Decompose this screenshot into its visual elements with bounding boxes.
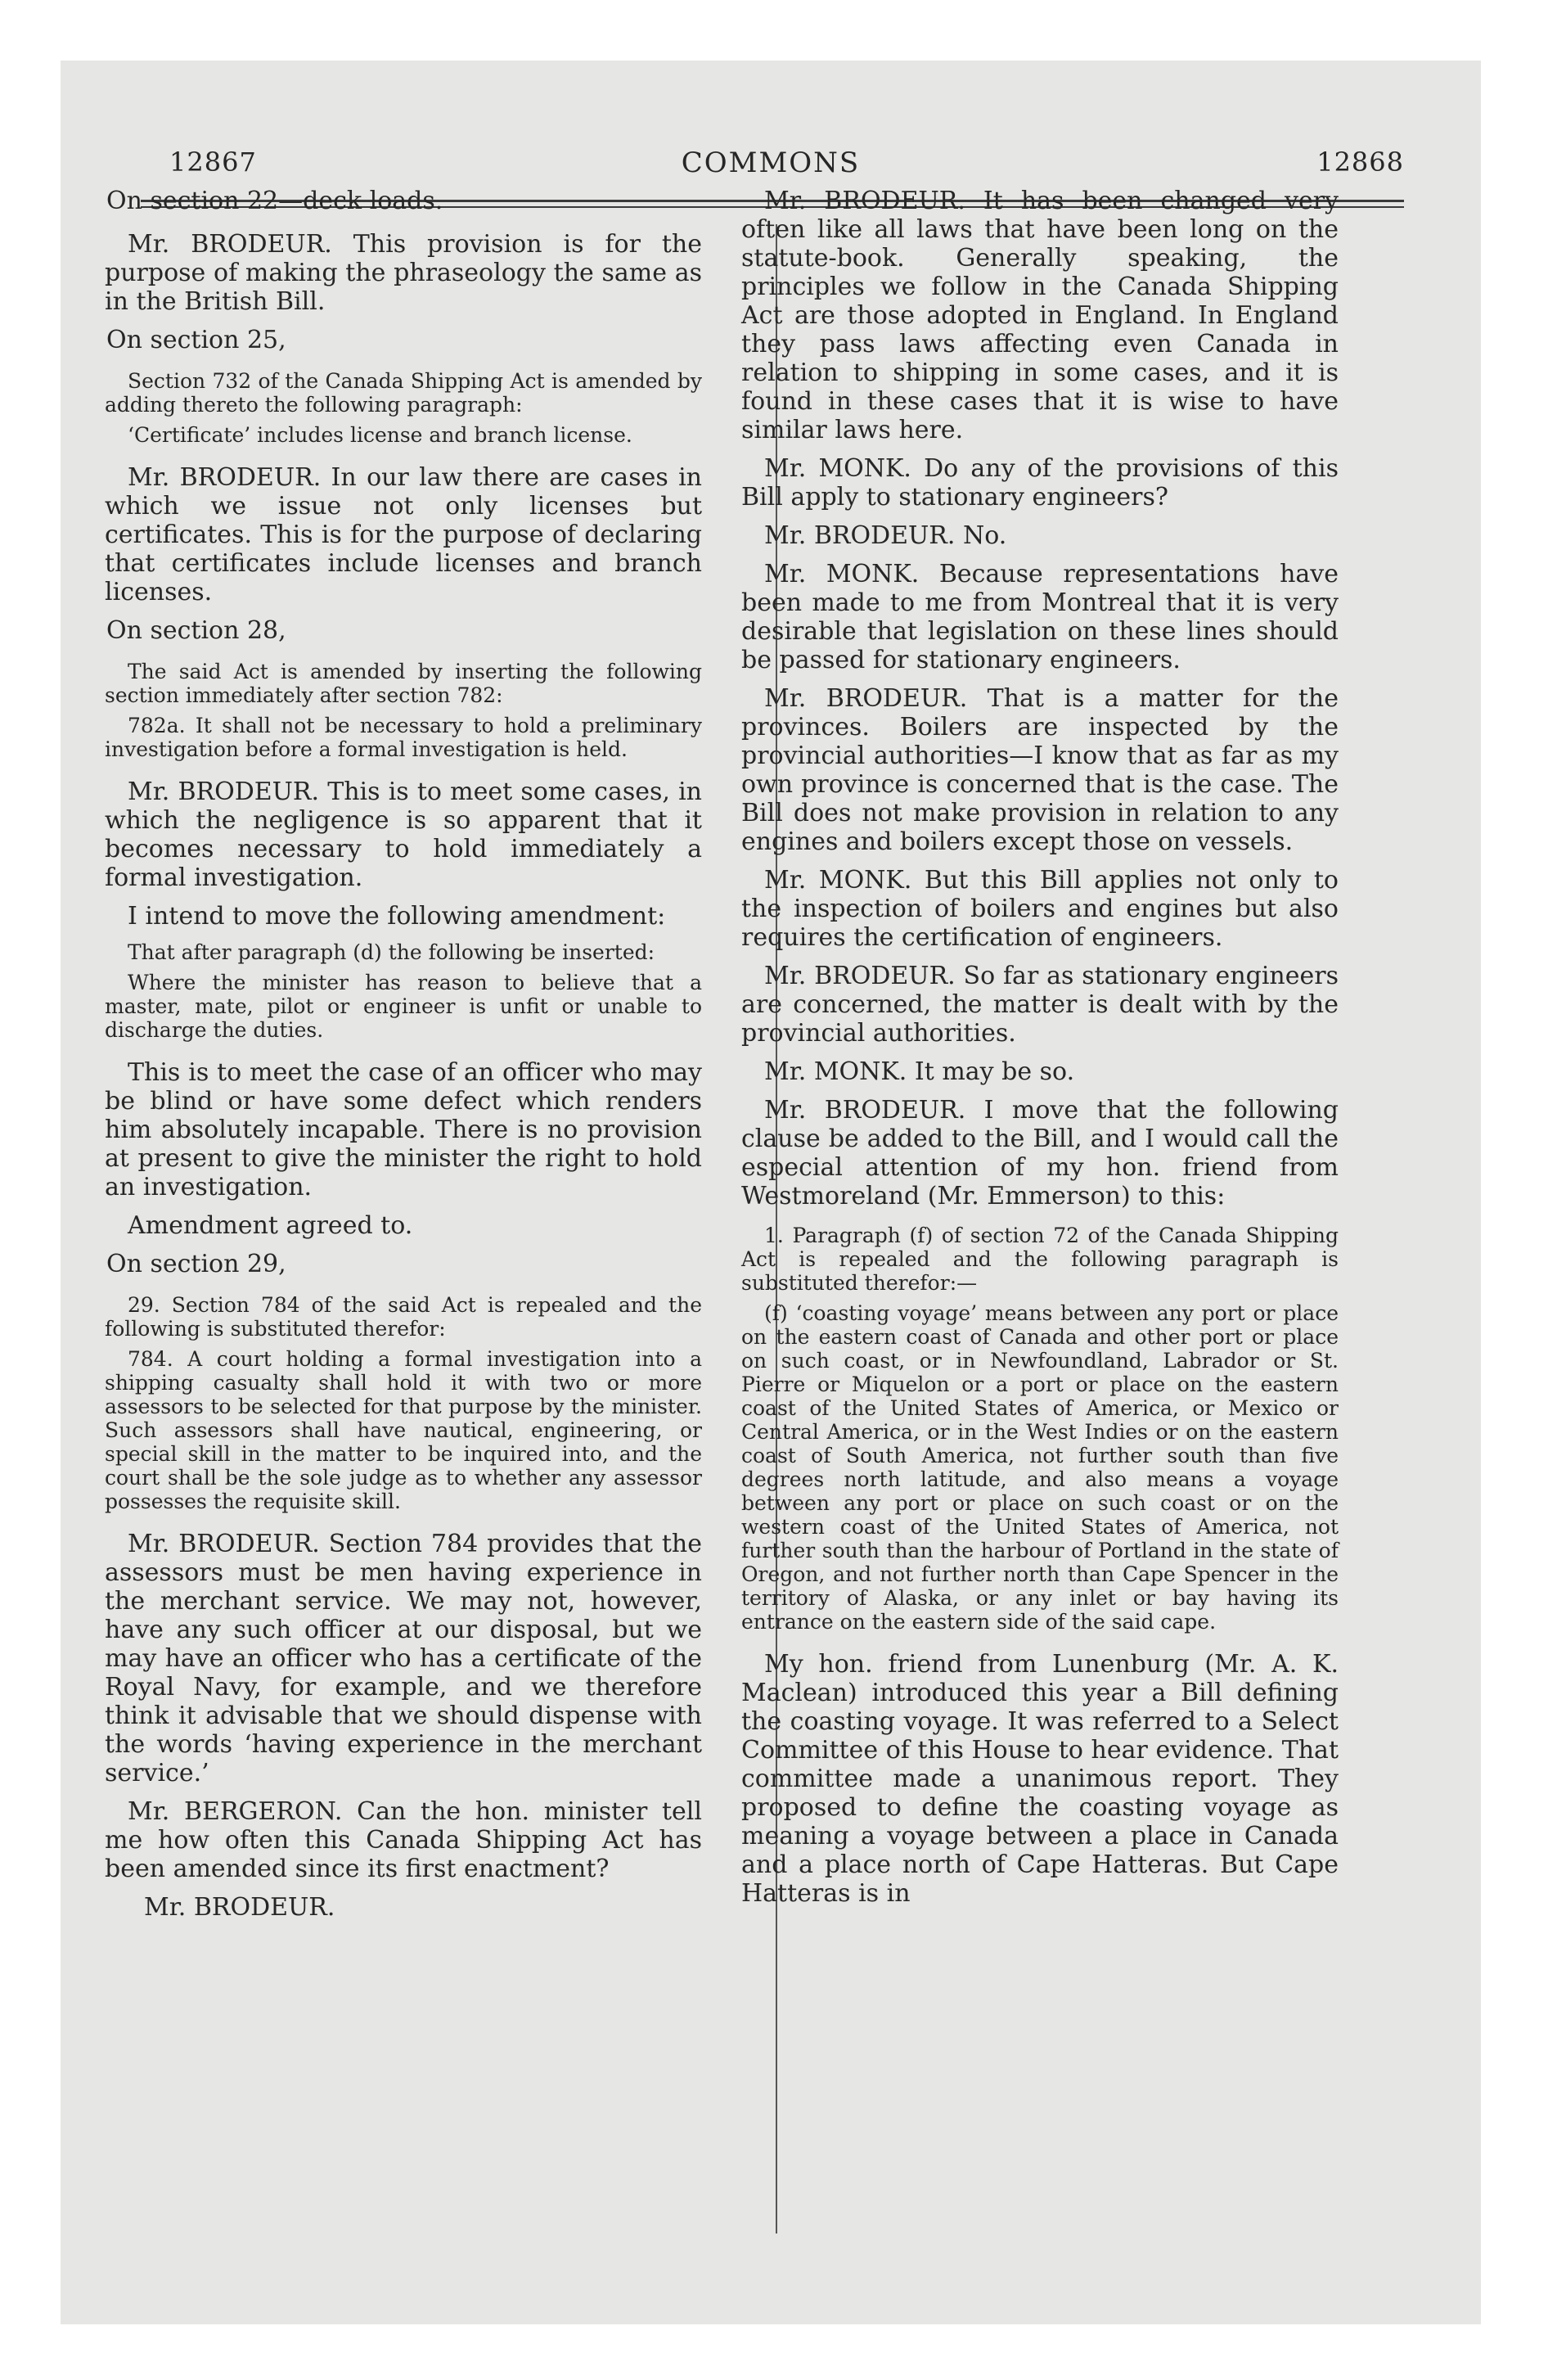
page-number-left: 12867: [169, 146, 257, 178]
speech-paragraph: Mr. MONK. But this Bill applies not only to the inspection of boilers and engines but also requires the certification of engineers.: [741, 866, 1339, 952]
quoted-amendment: That after paragraph (d) the following be inserted:: [128, 940, 655, 964]
speech-paragraph: Mr. MONK. Because representations have been made to me from Montreal that it is very desirable that legislation on these lines should be passed for stationary engineers.: [741, 560, 1339, 674]
speech-paragraph: Mr. BRODEUR. It has been changed very often like all laws that have been long on the statute-book. Generally speaking, the principles we follow in the Canada Shipping Act are those adopted in England. In England they pass laws affecting even Canada in relation to shipping in some cases, and it is found in these cases that it is wise to have similar laws here.: [741, 187, 1339, 444]
section-heading: On section 28,: [106, 616, 286, 645]
speech-paragraph: This is to meet the case of an officer who may be blind or have some defect which renders him absolutely incapable. There is no provision at present to give the minister the right to hold an investigation.: [105, 1058, 702, 1201]
speaker-label: Mr. BRODEUR.: [144, 1893, 335, 1922]
quoted-provision: (f) ‘coasting voyage’ means between any port or place on the eastern coast of Canada and other port or place on such coast, or in Newfoundland, Labrador or St. Pierre or Miquelon or a port or place on the eastern coast of the United States of America, or Mexico or Central America, or in the West Indies or on the eastern coast of South America, not further south than five degrees north latitude, and also means a voyage between any port or place on such coast or on the western coast of the United States of America, not further south than the harbour of Portland in the state of Oregon, and not further north than Cape Spencer in the territory of Alaska, or any inlet or bay having its entrance on the eastern side of the said cape.: [741, 1301, 1339, 1634]
speech-paragraph: I intend to move the following amendment:: [128, 902, 666, 931]
speech-paragraph: Mr. BRODEUR. This provision is for the purpose of making the phraseology the same as in the British Bill.: [105, 230, 702, 316]
speech-paragraph: Mr. BRODEUR. This is to meet some cases, in which the negligence is so apparent that it becomes necessary to hold immediately a formal investigation.: [105, 778, 702, 892]
quoted-provision: 29. Section 784 of the said Act is repealed and the following is substituted therefor:: [105, 1293, 702, 1341]
quoted-provision: The said Act is amended by inserting the following section immediately after section 782:: [105, 660, 702, 707]
speech-paragraph: Mr. MONK. Do any of the provisions of this Bill apply to stationary engineers?: [741, 454, 1339, 512]
speech-paragraph: Mr. BRODEUR. In our law there are cases in which we issue not only licenses but certificates. This is for the purpose of declaring that certificates include licenses and branch licenses.: [105, 463, 702, 606]
speech-paragraph: Mr. BRODEUR. So far as stationary engineers are concerned, the matter is dealt with by the provincial authorities.: [741, 962, 1339, 1048]
page-header-title: COMMONS: [681, 146, 861, 179]
quoted-provision: 782a. It shall not be necessary to hold a preliminary investigation before a formal investigation is held.: [105, 714, 702, 761]
speech-paragraph: Mr. MONK. It may be so.: [764, 1057, 1075, 1086]
speech-paragraph: Amendment agreed to.: [128, 1211, 413, 1240]
speech-paragraph: Mr. BERGERON. Can the hon. minister tell me how often this Canada Shipping Act has been amended since its first enactment?: [105, 1797, 702, 1883]
speech-paragraph: Mr. BRODEUR. No.: [764, 521, 1007, 550]
speech-paragraph: Mr. BRODEUR. I move that the following clause be added to the Bill, and I would call the especial attention of my hon. friend from Westmoreland (Mr. Emmerson) to this:: [741, 1096, 1339, 1210]
quoted-provision: Section 732 of the Canada Shipping Act is amended by adding thereto the following paragraph:: [105, 369, 702, 417]
quoted-provision: 1. Paragraph (f) of section 72 of the Canada Shipping Act is repealed and the following paragraph is substituted therefor:—: [741, 1224, 1339, 1295]
right-column: [741, 187, 1339, 1918]
left-column: [105, 187, 702, 1931]
section-heading: On section 22—deck loads.: [106, 187, 443, 215]
section-heading: On section 25,: [106, 326, 286, 354]
section-heading: On section 29,: [106, 1250, 286, 1278]
quoted-provision: ‘Certificate’ includes license and branch license.: [128, 423, 632, 447]
quoted-amendment: Where the minister has reason to believe that a master, mate, pilot or engineer is unfit or unable to discharge the duties.: [105, 971, 702, 1042]
page-number-right: 12868: [1316, 146, 1404, 178]
speech-paragraph: Mr. BRODEUR. Section 784 provides that the assessors must be men having experience in the merchant service. We may not, however, have any such officer at our disposal, but we may have an officer who has a certificate of the Royal Navy, for example, and we therefore think it advisable that we should dispense with the words ‘having experience in the merchant service.’: [105, 1530, 702, 1787]
speech-paragraph: Mr. BRODEUR. That is a matter for the provinces. Boilers are inspected by the provincial authorities—I know that as far as my own province is concerned that is the case. The Bill does not make provision in relation to any engines and boilers except those on vessels.: [741, 684, 1339, 856]
speech-paragraph: My hon. friend from Lunenburg (Mr. A. K. Maclean) introduced this year a Bill defining the coasting voyage. It was referred to a Select Committee of this House to hear evidence. That committee made a unanimous report. They proposed to define the coasting voyage as meaning a voyage between a place in Canada and a place north of Cape Hatteras. But Cape Hatteras is in: [741, 1650, 1339, 1908]
quoted-provision: 784. A court holding a formal investigation into a shipping casualty shall hold it with two or more assessors to be selected for that purpose by the minister. Such assessors shall have nautical, engineering, or special skill in the matter to be inquired into, and the court shall be the sole judge as to whether any assessor possesses the requisite skill.: [105, 1347, 702, 1513]
